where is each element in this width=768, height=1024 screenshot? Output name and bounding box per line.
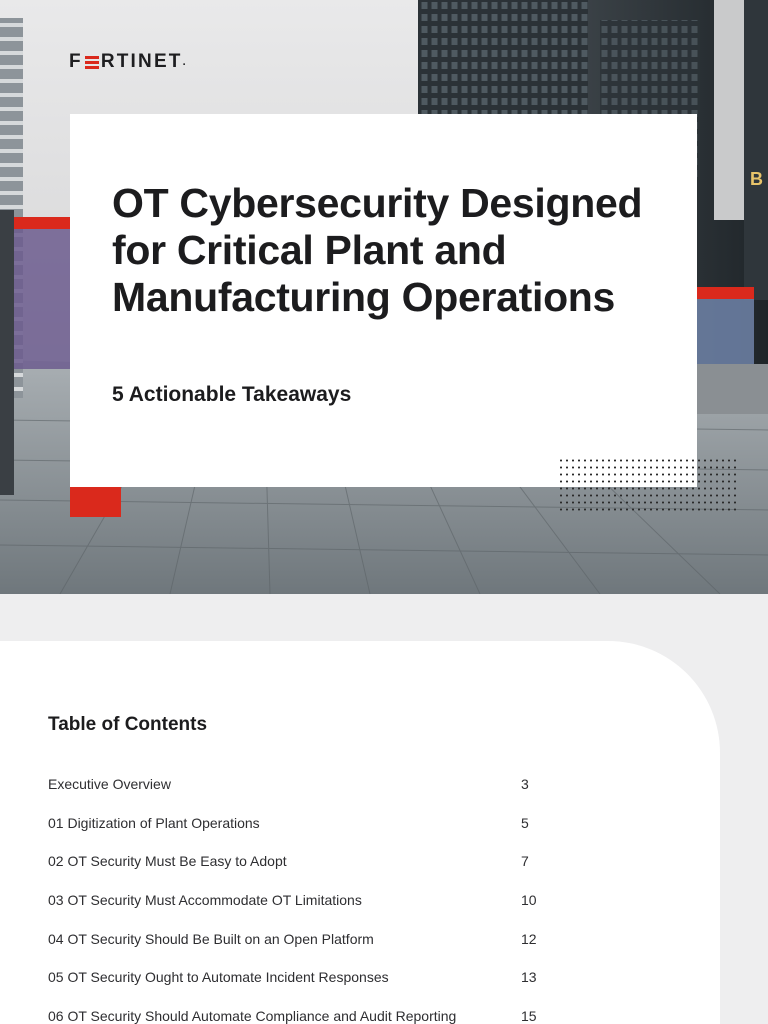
toc-entry[interactable] [48, 775, 548, 814]
document-title: OT Cybersecurity Designed for Critical Plant and Manufacturing Operations [112, 180, 643, 320]
toc-entry-title: 03 OT Security Must Accommodate OT Limitations [48, 892, 362, 909]
logo-text-rtinet: RTINET [100, 51, 183, 72]
toc-entry-page: 10 [521, 892, 537, 909]
logo-text-f: F [69, 51, 83, 72]
toc-entry[interactable] [48, 968, 548, 1007]
toc-entry[interactable] [48, 1007, 548, 1024]
toc-entry-page: 15 [521, 1008, 537, 1024]
fortinet-logo [69, 52, 186, 72]
toc-entry-title: 02 OT Security Must Be Easy to Adopt [48, 853, 287, 870]
dot-grid-pattern [558, 457, 736, 513]
logo-text-suffix: . [182, 56, 186, 68]
svg-text:B: B [750, 169, 763, 189]
toc-heading: Table of Contents [48, 714, 208, 735]
toc-entry-page: 12 [521, 930, 537, 947]
toc-list [48, 775, 548, 1024]
toc-entry-page: 13 [521, 969, 537, 986]
document-subtitle: 5 Actionable Takeaways [112, 383, 352, 406]
toc-entry[interactable] [48, 814, 548, 853]
toc-entry[interactable] [48, 891, 548, 930]
toc-entry-title: 04 OT Security Should Be Built on an Open Platform [48, 930, 374, 947]
toc-entry[interactable] [48, 930, 548, 969]
toc-entry-title: Executive Overview [48, 776, 171, 792]
title-card [70, 114, 697, 487]
toc-entry[interactable] [48, 852, 548, 891]
toc-entry-page: 3 [521, 776, 529, 792]
fortinet-logo-mark-icon [85, 56, 99, 69]
red-accent-block [70, 487, 121, 517]
toc-entry-title: 01 Digitization of Plant Operations [48, 814, 260, 831]
toc-entry-title: 05 OT Security Ought to Automate Incident Responses [48, 969, 389, 986]
toc-entry-page: 5 [521, 814, 529, 831]
toc-entry-page: 7 [521, 853, 529, 870]
toc-entry-title: 06 OT Security Should Automate Compliance and Audit Reporting [48, 1008, 457, 1024]
